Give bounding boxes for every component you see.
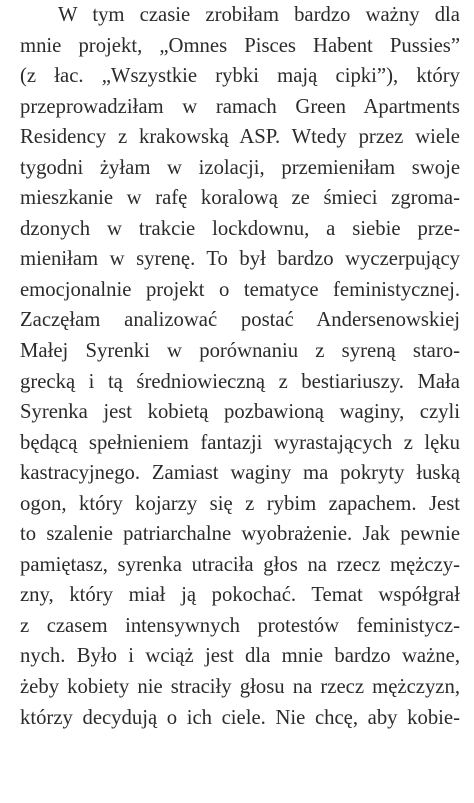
text-line: ogon, który kojarzy się z rybim zapachem. Jest — [20, 492, 460, 515]
text-line: to szalenie patriarchalne wyobrażenie. Jak pewnie — [20, 523, 460, 546]
text-line: z czasem intensywnych protestów feministycz- — [20, 614, 460, 637]
text-line: mieniłam w syrenę. To był bardzo wyczerpujący — [20, 248, 460, 271]
text-line: będącą spełnieniem fantazji wyrastających z lęku — [20, 431, 460, 454]
text-line: mnie projekt, „Omnes Pisces Habent Pussies” — [20, 34, 460, 57]
text-line: dzonych w trakcie lockdownu, a siebie prze- — [20, 217, 460, 240]
text-line: którzy decydują o ich ciele. Nie chcę, aby kobie- — [20, 706, 460, 729]
text-line: W tym czasie zrobiłam bardzo ważny dla — [58, 4, 460, 26]
text-line: mieszkanie w rafę koralową ze śmieci zgroma- — [20, 187, 460, 210]
text-line: tygodni żyłam w izolacji, przemieniłam swoje — [20, 156, 460, 179]
text-line: przeprowadziłam w ramach Green Apartments — [20, 95, 460, 118]
text-line: Syrenka jest kobietą pozbawioną waginy, czyli — [20, 401, 460, 424]
text-line: pamiętasz, syrenka utraciła głos na rzecz mężczy- — [20, 553, 460, 576]
text-line: nych. Było i wciąż jest dla mnie bardzo ważne, — [20, 645, 460, 668]
text-line: Małej Syrenki w porównaniu z syreną staro- — [20, 340, 460, 363]
text-line: żeby kobiety nie straciły głosu na rzecz mężczyzn, — [20, 676, 460, 699]
text-line: kastracyjnego. Zamiast waginy ma pokryty łuską — [20, 462, 460, 485]
text-line: emocjonalnie projekt o tematyce feministycznej. — [20, 278, 460, 301]
body-paragraph — [20, 0, 460, 733]
text-line: Zaczęłam analizować postać Andersenowskiej — [20, 309, 460, 332]
text-line: (z łac. „Wszystkie rybki mają cipki”), który — [20, 65, 460, 88]
text-line: Residency z krakowską ASP. Wtedy przez wiele — [20, 126, 460, 149]
text-line: grecką i tą średniowieczną z bestiariuszy. Mała — [20, 370, 460, 393]
document-page — [20, 0, 460, 803]
text-line: zny, który miał ją pokochać. Temat współgrał — [20, 584, 460, 607]
